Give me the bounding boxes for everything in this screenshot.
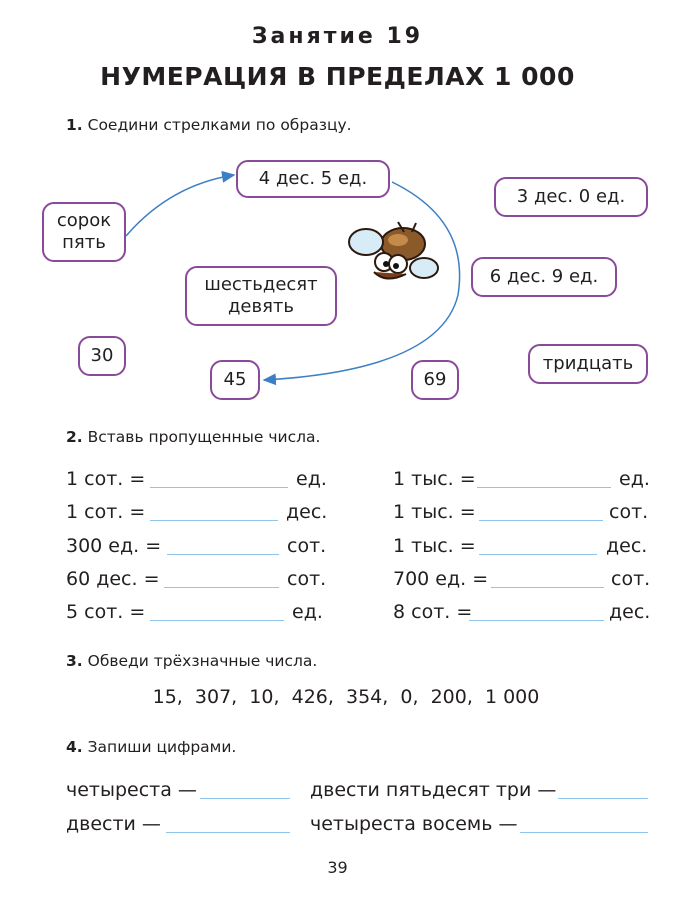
task1-text: Соедини стрелками по образцу. bbox=[87, 116, 352, 134]
row-label: двести пятьдесят три — bbox=[310, 779, 557, 801]
task1-number: 1. bbox=[66, 116, 83, 134]
box-4-dec-5-ed[interactable]: 4 дес. 5 ед. bbox=[236, 160, 390, 198]
answer-blank[interactable] bbox=[491, 587, 604, 588]
task4-row-2 bbox=[310, 778, 650, 802]
row-unit: ед. bbox=[292, 601, 323, 623]
task2-number: 2. bbox=[66, 428, 83, 446]
answer-blank[interactable] bbox=[477, 487, 611, 488]
row-label: 1 сот. = bbox=[66, 501, 146, 523]
row-unit: сот. bbox=[609, 501, 649, 523]
box-45[interactable]: 45 bbox=[210, 360, 260, 400]
task4-text: Запиши цифрами. bbox=[87, 738, 237, 756]
task3-number: 3. bbox=[66, 652, 83, 670]
row-unit: ед. bbox=[619, 468, 650, 490]
row-label: 700 ед. = bbox=[393, 568, 489, 590]
page-number: 39 bbox=[327, 858, 348, 877]
row-unit: сот. bbox=[611, 568, 651, 590]
row-unit: сот. bbox=[287, 535, 327, 557]
box-30[interactable]: 30 bbox=[78, 336, 126, 376]
task2-right-row-3 bbox=[393, 534, 651, 558]
row-unit: ед. bbox=[296, 468, 327, 490]
task2-text: Вставь пропущенные числа. bbox=[87, 428, 321, 446]
row-label: 8 сот. = bbox=[393, 601, 473, 623]
bug-mascot-icon bbox=[349, 222, 438, 279]
row-label: четыреста восемь — bbox=[310, 813, 518, 835]
box-69[interactable]: 69 bbox=[411, 360, 459, 400]
task4-row-3 bbox=[66, 812, 306, 836]
page-title: НУМЕРАЦИЯ В ПРЕДЕЛАХ 1 000 bbox=[100, 62, 575, 91]
answer-blank[interactable] bbox=[479, 554, 597, 555]
task4-row-4 bbox=[310, 812, 650, 836]
task2-left-row-3 bbox=[66, 534, 326, 558]
answer-blank[interactable] bbox=[150, 487, 288, 488]
task4-row-1 bbox=[66, 778, 306, 802]
row-label: четыреста — bbox=[66, 779, 197, 801]
row-unit: дес. bbox=[606, 535, 648, 557]
box-3-dec-0-ed[interactable]: 3 дес. 0 ед. bbox=[494, 177, 648, 217]
task2-right-row-5 bbox=[393, 600, 651, 624]
row-label: 1 тыс. = bbox=[393, 501, 476, 523]
answer-blank[interactable] bbox=[479, 520, 603, 521]
row-label: 1 сот. = bbox=[66, 468, 146, 490]
lesson-number: Занятие 19 bbox=[251, 24, 424, 49]
answer-blank[interactable] bbox=[167, 554, 279, 555]
row-unit: дес. bbox=[609, 601, 651, 623]
row-label: двести — bbox=[66, 813, 161, 835]
box-sorok-pyat-line2: пять bbox=[62, 232, 106, 253]
box-6-dec-9-ed[interactable]: 6 дес. 9 ед. bbox=[471, 257, 617, 297]
task2-right-row-4 bbox=[393, 567, 651, 591]
answer-blank[interactable] bbox=[150, 620, 284, 621]
task2-right-row-2 bbox=[393, 500, 651, 524]
box-shestdesyat-line1: шестьдесят bbox=[204, 274, 318, 295]
task2-left-row-4 bbox=[66, 567, 326, 591]
box-tridtsat[interactable]: тридцать bbox=[528, 344, 648, 384]
box-sorok-pyat[interactable] bbox=[42, 202, 126, 262]
task2-left-row-1 bbox=[66, 467, 326, 491]
task3-heading bbox=[66, 652, 317, 670]
task2-left-row-5 bbox=[66, 600, 326, 624]
answer-blank[interactable] bbox=[558, 798, 648, 799]
answer-blank[interactable] bbox=[164, 587, 279, 588]
answer-blank[interactable] bbox=[200, 798, 290, 799]
answer-blank[interactable] bbox=[166, 832, 290, 833]
answer-blank[interactable] bbox=[150, 520, 278, 521]
answer-blank[interactable] bbox=[469, 620, 604, 621]
task4-heading bbox=[66, 738, 236, 756]
task2-right-row-1 bbox=[393, 467, 651, 491]
task3-number-list[interactable]: 15, 307, 10, 426, 354, 0, 200, 1 000 bbox=[152, 686, 540, 708]
row-label: 1 тыс. = bbox=[393, 468, 476, 490]
row-label: 60 дес. = bbox=[66, 568, 160, 590]
row-unit: сот. bbox=[287, 568, 327, 590]
answer-blank[interactable] bbox=[520, 832, 648, 833]
row-label: 5 сот. = bbox=[66, 601, 146, 623]
task3-text: Обведи трёхзначные числа. bbox=[87, 652, 318, 670]
box-shestdesyat-devyat[interactable] bbox=[185, 266, 337, 326]
task4-number: 4. bbox=[66, 738, 83, 756]
task2-heading bbox=[66, 428, 320, 446]
task2-left-row-2 bbox=[66, 500, 326, 524]
row-label: 1 тыс. = bbox=[393, 535, 476, 557]
box-sorok-pyat-line1: сорок bbox=[56, 210, 112, 231]
arrow-sorok-to-4dec bbox=[126, 175, 234, 236]
box-shestdesyat-line2: девять bbox=[227, 296, 295, 317]
row-unit: дес. bbox=[286, 501, 328, 523]
row-label: 300 ед. = bbox=[66, 535, 162, 557]
